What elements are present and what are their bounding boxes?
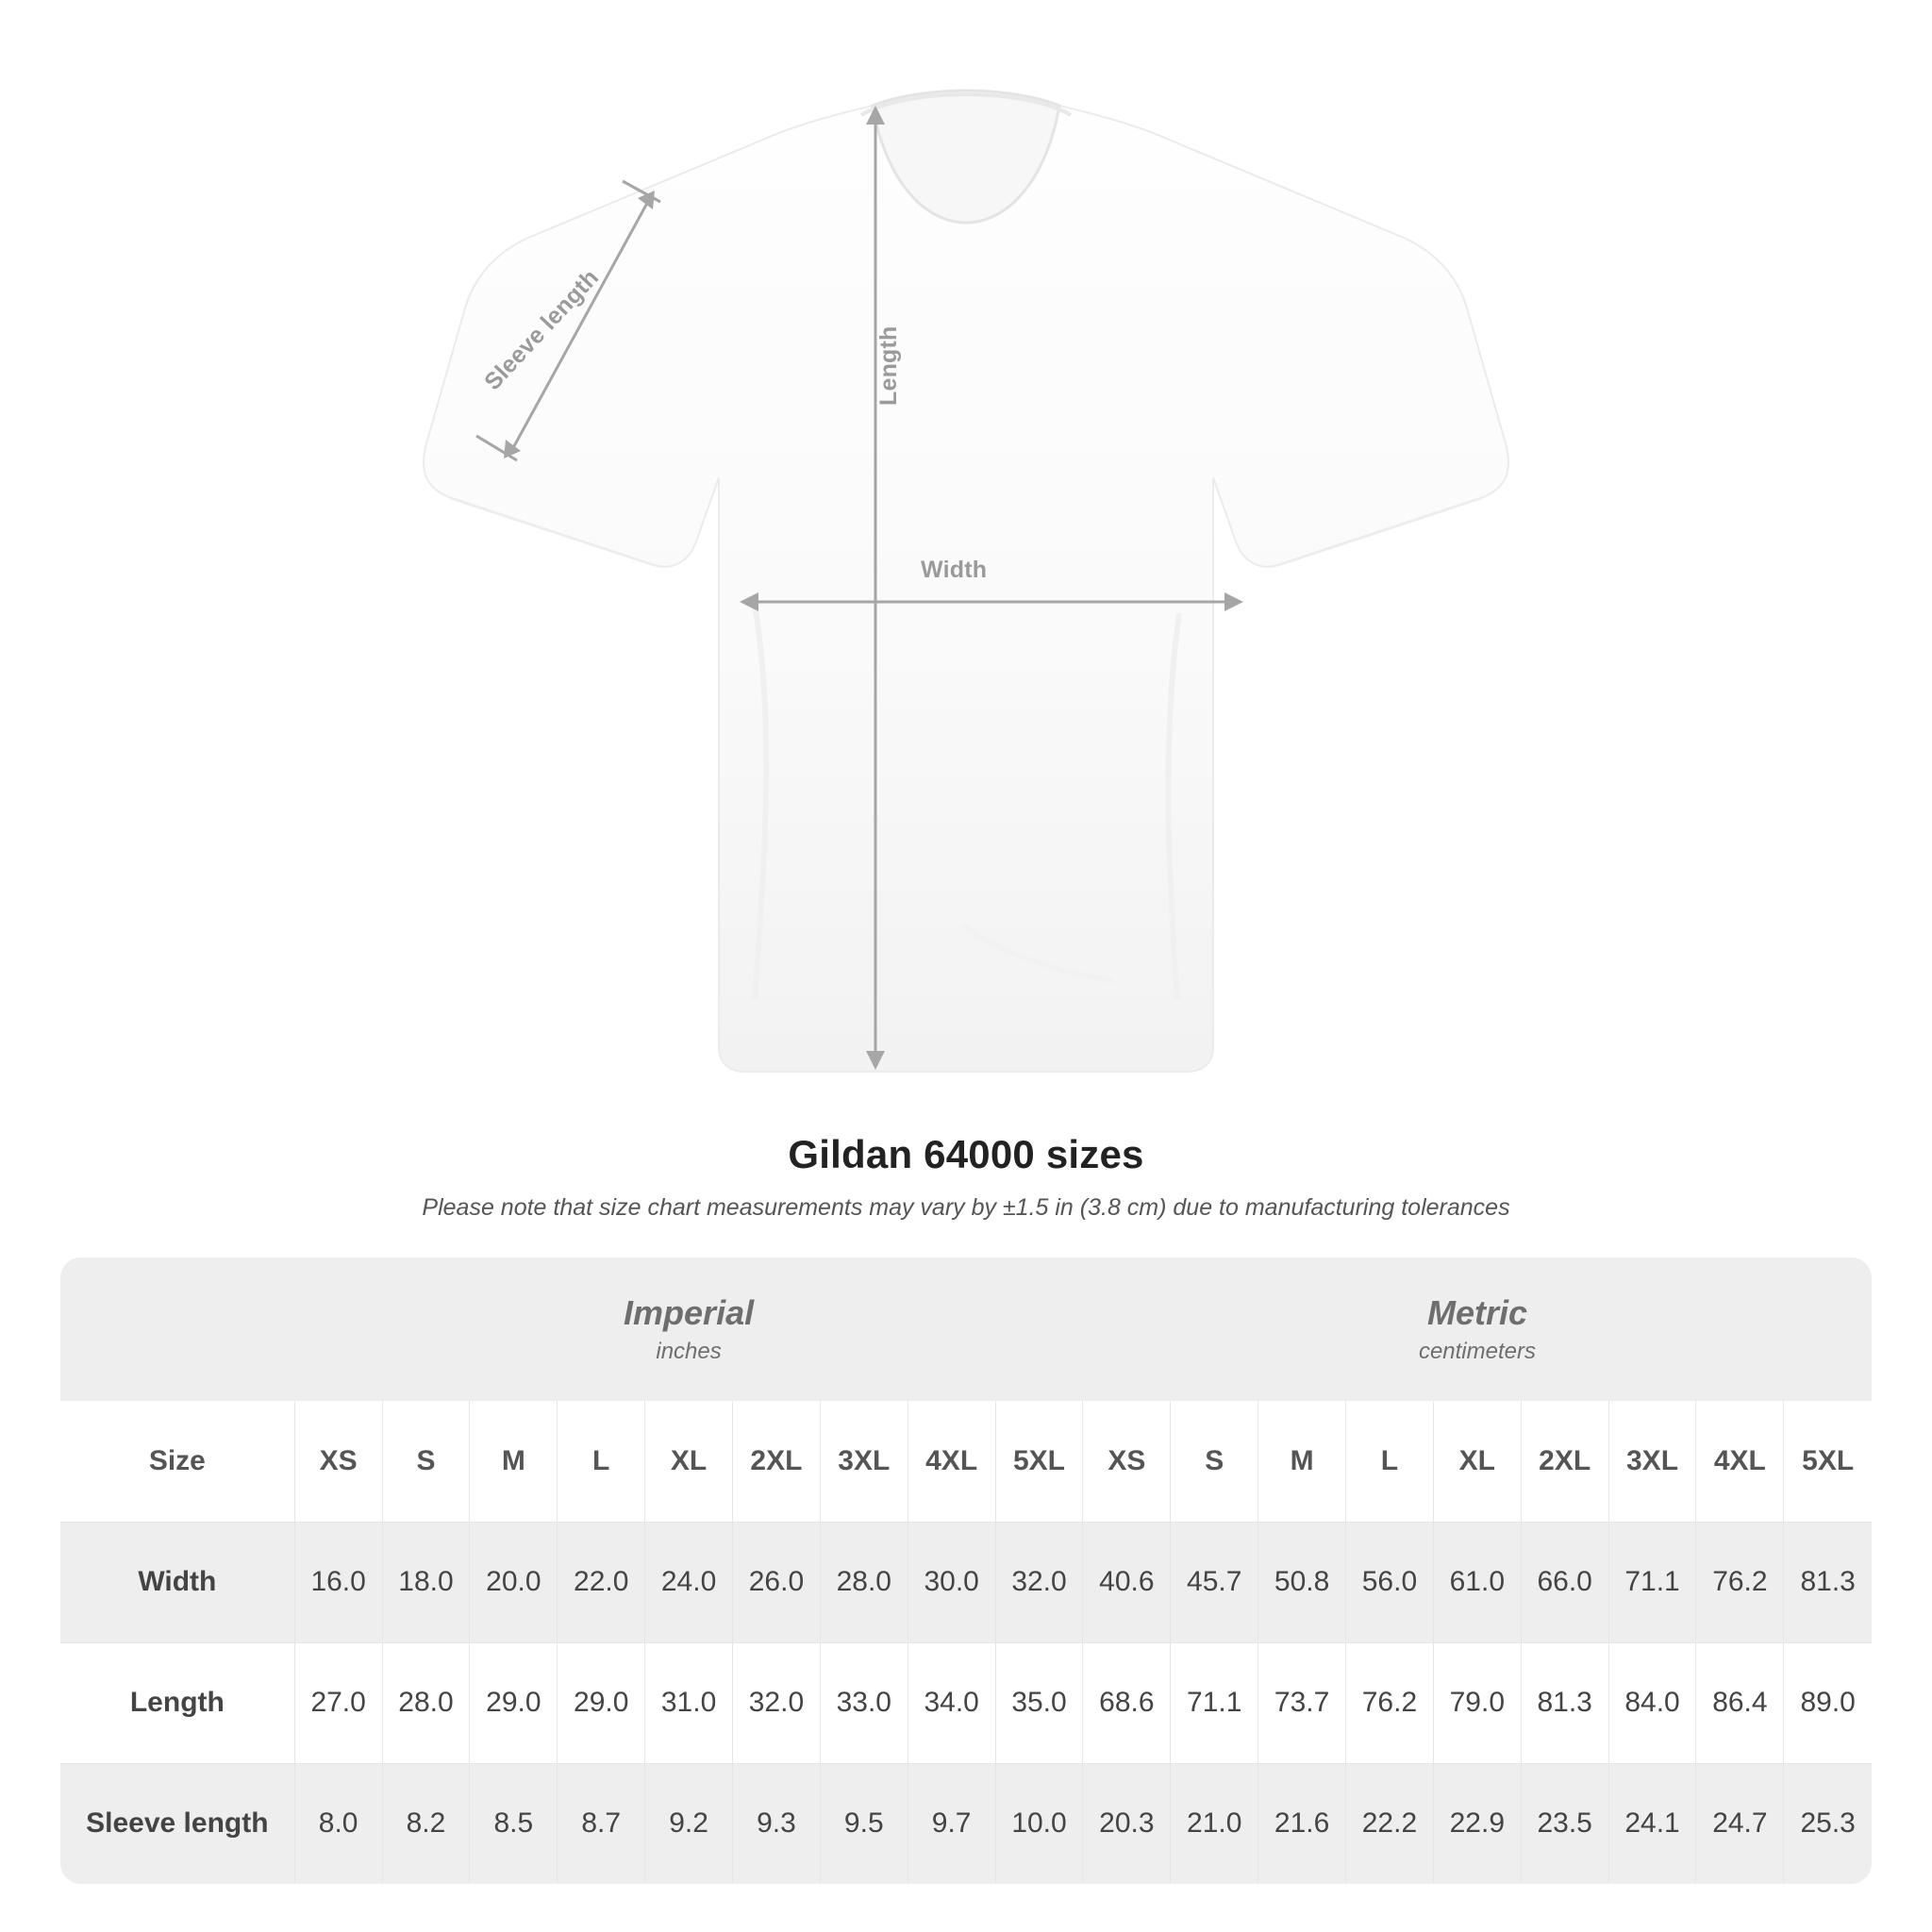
- length-9: 68.6: [1083, 1642, 1171, 1763]
- width-16: 76.2: [1696, 1522, 1784, 1642]
- unit-group-metric: [1083, 1257, 1872, 1401]
- length-label: Length: [875, 325, 902, 406]
- row-label-length: Length: [60, 1642, 294, 1763]
- unit-header-row: [60, 1257, 1872, 1401]
- width-8: 32.0: [995, 1522, 1083, 1642]
- width-3: 22.0: [558, 1522, 645, 1642]
- length-17: 89.0: [1784, 1642, 1872, 1763]
- sleeve-8: 10.0: [995, 1763, 1083, 1884]
- width-4: 24.0: [645, 1522, 733, 1642]
- unit-imperial-sub: inches: [656, 1338, 722, 1364]
- length-4: 31.0: [645, 1642, 733, 1763]
- width-7: 30.0: [908, 1522, 995, 1642]
- sleeve-14: 23.5: [1521, 1763, 1608, 1884]
- size-col-16: 4XL: [1696, 1401, 1784, 1522]
- length-8: 35.0: [995, 1642, 1083, 1763]
- length-13: 79.0: [1433, 1642, 1521, 1763]
- width-17: 81.3: [1784, 1522, 1872, 1642]
- sleeve-17: 25.3: [1784, 1763, 1872, 1884]
- size-col-12: L: [1346, 1401, 1434, 1522]
- size-col-9: XS: [1083, 1401, 1171, 1522]
- table-row: [60, 1763, 1872, 1884]
- sleeve-length-label: Sleeve length: [479, 264, 605, 396]
- sleeve-4: 9.2: [645, 1763, 733, 1884]
- width-11: 50.8: [1258, 1522, 1346, 1642]
- header-size: Size: [60, 1401, 294, 1522]
- size-table: [60, 1257, 1872, 1884]
- size-col-17: 5XL: [1802, 1444, 1855, 1476]
- size-col-7: 4XL: [908, 1401, 995, 1522]
- unit-metric-sub: centimeters: [1418, 1338, 1536, 1364]
- sleeve-11: 21.6: [1258, 1763, 1346, 1884]
- width-2: 20.0: [470, 1522, 558, 1642]
- page-title: Gildan 64000 sizes: [788, 1132, 1144, 1176]
- length-14: 81.3: [1521, 1642, 1608, 1763]
- length-15: 84.0: [1608, 1642, 1696, 1763]
- sleeve-10: 21.0: [1171, 1763, 1258, 1884]
- sleeve-2: 8.5: [470, 1763, 558, 1884]
- width-6: 28.0: [820, 1522, 908, 1642]
- length-7: 34.0: [908, 1642, 995, 1763]
- length-16: 86.4: [1696, 1642, 1784, 1763]
- length-1: 28.0: [382, 1642, 470, 1763]
- width-5: 26.0: [733, 1522, 821, 1642]
- width-1: 18.0: [382, 1522, 470, 1642]
- size-col-10: S: [1171, 1401, 1258, 1522]
- size-col-13: XL: [1433, 1401, 1521, 1522]
- size-col-5: 2XL: [733, 1401, 821, 1522]
- length-0: 27.0: [294, 1642, 382, 1763]
- size-col-14: 2XL: [1521, 1401, 1608, 1522]
- row-label-sleeve-length: Sleeve length: [60, 1763, 294, 1884]
- length-5: 32.0: [733, 1642, 821, 1763]
- length-10: 71.1: [1171, 1642, 1258, 1763]
- size-header-row: [60, 1401, 1872, 1522]
- size-col-1: S: [382, 1401, 470, 1522]
- sleeve-7: 9.7: [908, 1763, 995, 1884]
- title-block: [0, 1132, 1932, 1222]
- sleeve-13: 22.9: [1433, 1763, 1521, 1884]
- sleeve-12: 22.2: [1346, 1763, 1434, 1884]
- size-col-2: M: [470, 1401, 558, 1522]
- sleeve-16: 24.7: [1696, 1763, 1784, 1884]
- length-2: 29.0: [470, 1642, 558, 1763]
- sleeve-3: 8.7: [558, 1763, 645, 1884]
- sleeve-9: 20.3: [1083, 1763, 1171, 1884]
- length-6: 33.0: [820, 1642, 908, 1763]
- size-col-6: 3XL: [820, 1401, 908, 1522]
- sleeve-15: 24.1: [1608, 1763, 1696, 1884]
- length-11: 73.7: [1258, 1642, 1346, 1763]
- width-10: 45.7: [1171, 1522, 1258, 1642]
- width-15: 71.1: [1608, 1522, 1696, 1642]
- size-table-wrapper: [60, 1257, 1872, 1884]
- unit-imperial-name: Imperial: [624, 1293, 755, 1333]
- length-3: 29.0: [558, 1642, 645, 1763]
- unit-header-spacer: [60, 1257, 294, 1401]
- width-label: Width: [921, 557, 988, 583]
- sleeve-5: 9.3: [733, 1763, 821, 1884]
- size-col-15: 3XL: [1608, 1401, 1696, 1522]
- length-12: 76.2: [1346, 1642, 1434, 1763]
- tolerance-note: Please note that size chart measurements may vary by ±1.5 in (3.8 cm) due to manufacturing tolerances: [422, 1194, 1510, 1221]
- unit-group-imperial: [294, 1257, 1083, 1401]
- width-12: 56.0: [1346, 1522, 1434, 1642]
- sleeve-0: 8.0: [294, 1763, 382, 1884]
- size-col-11: M: [1258, 1401, 1346, 1522]
- width-13: 61.0: [1433, 1522, 1521, 1642]
- table-row: [60, 1642, 1872, 1763]
- sleeve-1: 8.2: [382, 1763, 470, 1884]
- width-9: 40.6: [1083, 1522, 1171, 1642]
- sleeve-6: 9.5: [820, 1763, 908, 1884]
- width-14: 66.0: [1521, 1522, 1608, 1642]
- size-col-0: XS: [294, 1401, 382, 1522]
- size-col-4: XL: [645, 1401, 733, 1522]
- row-label-width: Width: [60, 1522, 294, 1642]
- size-col-3: L: [558, 1401, 645, 1522]
- unit-metric-name: Metric: [1426, 1293, 1527, 1333]
- size-col-8: 5XL: [995, 1401, 1083, 1522]
- table-row: [60, 1522, 1872, 1642]
- width-0: 16.0: [294, 1522, 382, 1642]
